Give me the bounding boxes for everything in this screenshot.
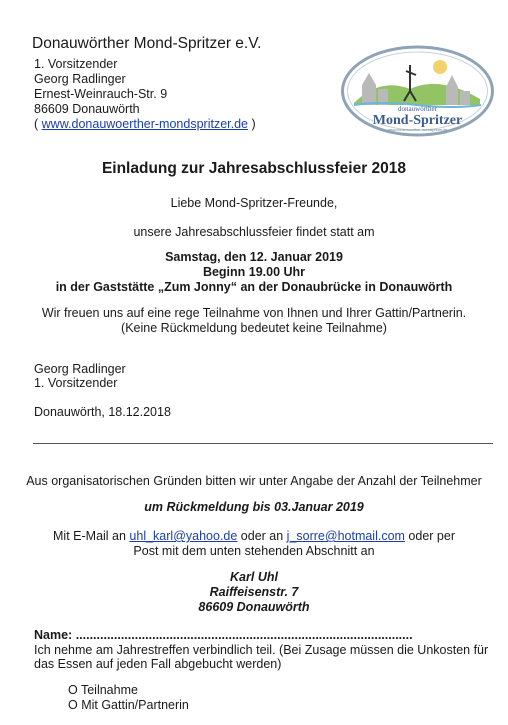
invitation-title: Einladung zur Jahresabschlussfeier 2018 <box>101 160 407 177</box>
org-name: Donauwörther Mond-Spritzer e.V. <box>32 35 262 52</box>
divider-line <box>33 443 493 444</box>
option-partner[interactable]: O Mit Gattin/Partnerin <box>68 698 189 712</box>
logo-small-text: donauwörther <box>398 105 437 113</box>
logo-moon <box>433 60 447 74</box>
place-date: Donauwörth, 18.12.2018 <box>34 405 171 419</box>
email-mid: oder an <box>237 529 287 543</box>
logo-tiny-text: www.donauwoerther-mondspritzer.de <box>387 128 448 132</box>
name-dots: ................................................................................................. <box>75 628 413 642</box>
header-website-line <box>34 117 256 131</box>
recipient-city: 86609 Donauwörth <box>198 600 310 614</box>
binding-text-1: Ich nehme am Jahrestreffen verbindlich teil. (Bei Zusage müssen die Unkosten für <box>34 643 489 657</box>
name-label: Name: <box>34 628 76 642</box>
rsvp-deadline: um Rückmeldung bis 03.Januar 2019 <box>144 500 364 514</box>
event-time: Beginn 19.00 Uhr <box>202 265 306 279</box>
email-link-1[interactable]: uhl_karl@yahoo.de <box>129 529 238 543</box>
header-person: Georg Radlinger <box>34 72 126 86</box>
post-line: Post mit dem unten stehenden Abschnitt an <box>133 544 375 558</box>
recipient-name: Karl Uhl <box>230 570 278 584</box>
email-suffix: oder per <box>404 529 455 543</box>
name-field[interactable] <box>34 628 484 642</box>
intro-line: unsere Jahresabschlussfeier findet statt am <box>133 225 375 239</box>
signature-name: Georg Radlinger <box>34 362 126 376</box>
header-street: Ernest-Weinrauch-Str. 9 <box>34 87 168 101</box>
rsvp-intro: Aus organisatorischen Gründen bitten wir unter Angabe der Anzahl der Teilnehmer <box>26 474 482 488</box>
note-line: (Keine Rückmeldung bedeutet keine Teilnahme) <box>121 321 387 335</box>
header-role: 1. Vorsitzender <box>34 57 118 71</box>
recipient-street: Raiffeisenstr. 7 <box>209 585 299 599</box>
website-link[interactable]: www.donauwoerther-mondspritzer.de <box>41 117 248 131</box>
option-teilnahme[interactable]: O Teilnahme <box>68 683 138 697</box>
mond-spritzer-logo <box>340 45 495 137</box>
binding-text-2: das Essen auf jeden Fall abgebucht werden) <box>34 657 282 671</box>
event-date: Samstag, den 12. Januar 2019 <box>165 250 343 264</box>
header-city: 86609 Donauwörth <box>34 102 140 116</box>
logo-big-text: Mond-Spritzer <box>372 113 463 128</box>
greeting: Liebe Mond-Spritzer-Freunde, <box>170 196 338 210</box>
event-venue: in der Gaststätte „Zum Jonny“ an der Donaubrücke in Donauwörth <box>55 280 453 294</box>
email-link-2[interactable]: j_sorre@hotmail.com <box>286 529 405 543</box>
signature-role: 1. Vorsitzender <box>34 376 118 390</box>
rsvp-email-line <box>0 529 508 543</box>
website-close: ) <box>248 117 256 131</box>
wish-line: Wir freuen uns auf eine rege Teilnahme von Ihnen und Ihrer Gattin/Partnerin. <box>41 306 467 320</box>
website-open: ( <box>34 117 42 131</box>
email-prefix: Mit E-Mail an <box>53 529 130 543</box>
